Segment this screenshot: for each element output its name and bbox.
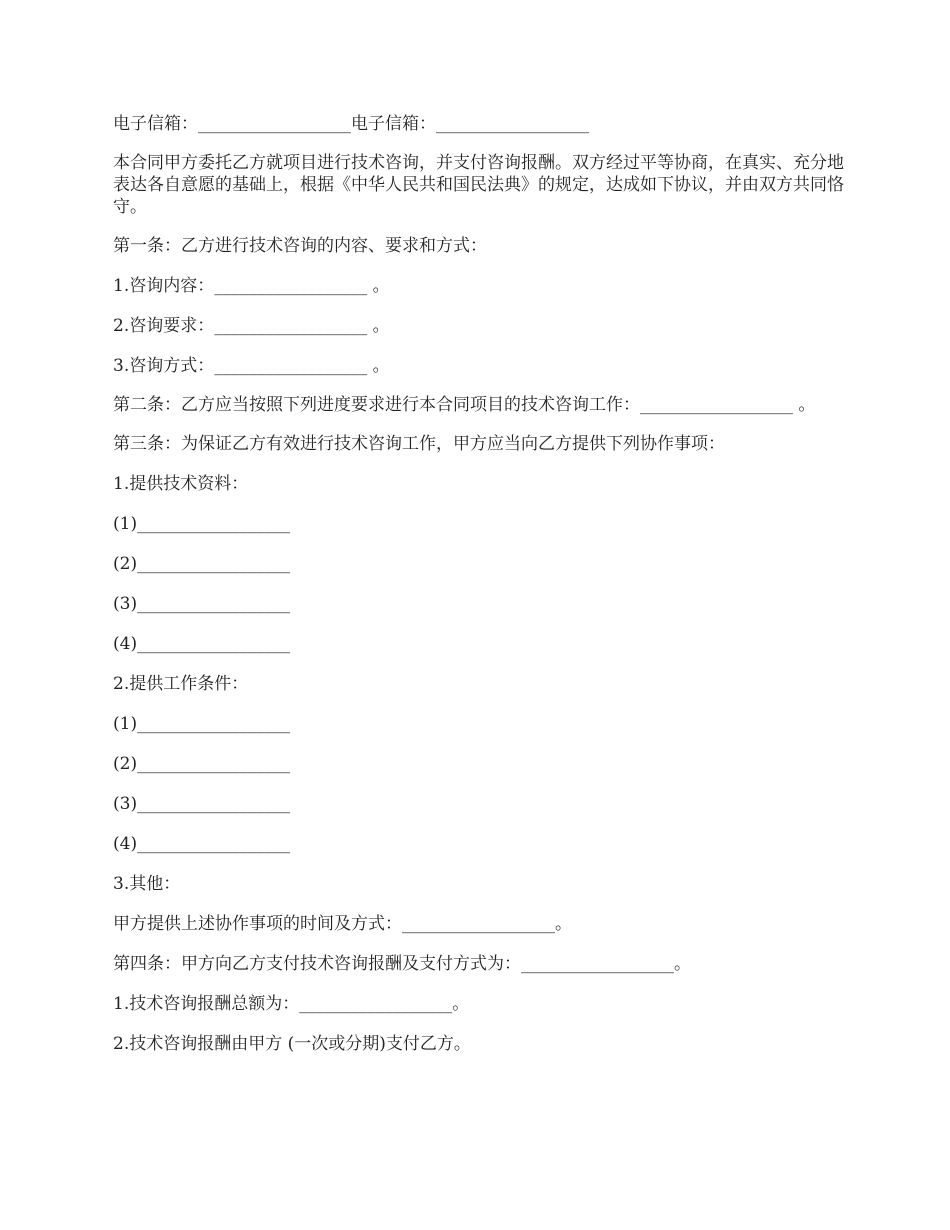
tech-materials-item-1: (1)__________________ bbox=[113, 514, 291, 534]
email-fields-line: 电子信箱：__________________电子信箱：__________________ bbox=[113, 114, 589, 134]
cooperation-time-line: 甲方提供上述协作事项的时间及方式：__________________。 bbox=[113, 914, 572, 934]
tech-materials-item-2: (2)__________________ bbox=[113, 554, 291, 574]
consult-method-line: 3.咨询方式：__________________ 。 bbox=[113, 356, 390, 376]
work-conditions-item-2: (2)__________________ bbox=[113, 754, 291, 774]
tech-materials-item-4: (4)__________________ bbox=[113, 634, 291, 654]
article-3-heading: 第三条：为保证乙方有效进行技术咨询工作，甲方应当向乙方提供下列协作事项： bbox=[113, 434, 725, 454]
work-conditions-heading: 2.提供工作条件： bbox=[113, 674, 249, 694]
consult-content-line: 1.咨询内容：__________________ 。 bbox=[113, 276, 390, 296]
article-4-payment: 第四条：甲方向乙方支付技术咨询报酬及支付方式为：__________________。 bbox=[113, 954, 691, 974]
work-conditions-item-3: (3)__________________ bbox=[113, 794, 291, 814]
payment-method-line: 2.技术咨询报酬由甲方 (一次或分期)支付乙方。 bbox=[113, 1034, 471, 1054]
consult-requirement-line: 2.咨询要求：__________________ 。 bbox=[113, 316, 390, 336]
other-heading: 3.其他： bbox=[113, 874, 181, 894]
contract-preamble: 本合同甲方委托乙方就项目进行技术咨询，并支付咨询报酬。双方经过平等协商，在真实、充分地表达各自意愿的基础上，根据《中华人民共和国民法典》的规定，达成如下协议，并由双方共同恪守。 bbox=[113, 153, 844, 217]
article-2-schedule: 第二条：乙方应当按照下列进度要求进行本合同项目的技术咨询工作：__________________ 。 bbox=[113, 395, 816, 415]
tech-materials-item-3: (3)__________________ bbox=[113, 594, 291, 614]
total-fee-line: 1.技术咨询报酬总额为：__________________。 bbox=[113, 994, 470, 1014]
work-conditions-item-1: (1)__________________ bbox=[113, 714, 291, 734]
article-1-heading: 第一条：乙方进行技术咨询的内容、要求和方式： bbox=[113, 236, 487, 256]
document-page bbox=[113, 112, 858, 1072]
tech-materials-heading: 1.提供技术资料： bbox=[113, 474, 249, 494]
work-conditions-item-4: (4)__________________ bbox=[113, 834, 291, 854]
